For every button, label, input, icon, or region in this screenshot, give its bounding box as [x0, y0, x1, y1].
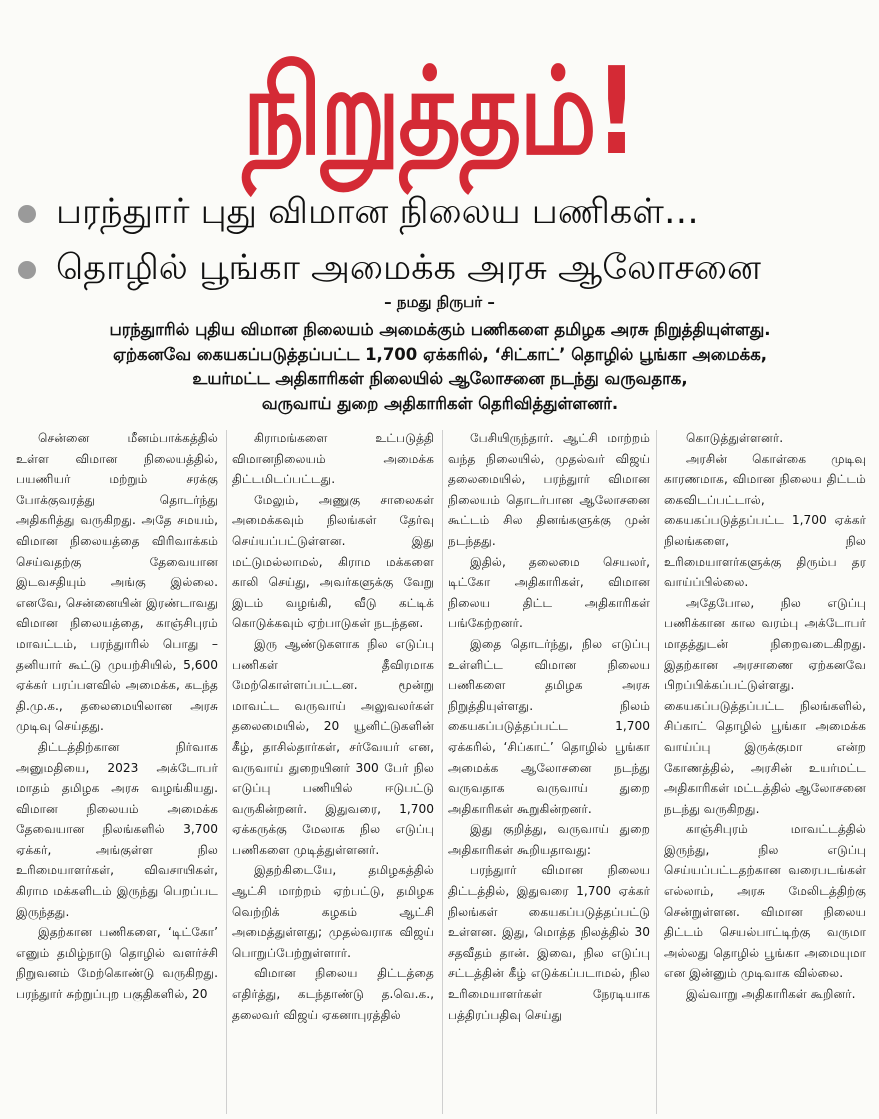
article-body	[16, 428, 866, 1118]
byline: – நமது நிருபர் –	[384, 293, 495, 311]
bullet-text: பரந்துார் புது விமான நிலைய பணிகள்…	[56, 192, 699, 232]
article-column-1	[16, 428, 218, 1118]
bullet-text: தொழில் பூங்கா அமைக்க அரசு ஆலோசனை	[56, 248, 761, 288]
paragraph: இதற்கான பணிகளை, ‘டிட்கோ’ எனும் தமிழ்நாடு தொழில் வளர்ச்சி நிறுவனம் மேற்கொண்டு வருகிறது. பரந்துார் சுற்றுப்புற பகுதிகளில், 20	[16, 925, 218, 1002]
bullet-item	[18, 186, 868, 242]
paragraph: சென்னை மீனம்பாக்கத்தில் உள்ள விமான நிலையத்தில், பயணியர் மற்றும் சரக்கு போக்குவரத்து தொடர்ந்து அதிகரித்து வருகிறது. அதே சமயம், விமான நிலையத்தை விரிவாக்கம் செய்வதற்கு தேவையான இடவசதியும் அங்கு இல்லை. எனவே, சென்னையின் இரண்டாவது விமான நிலையத்தை, காஞ்சிபுரம் மாவட்டம், பரந்துாரில் பொது – தனியார் கூட்டு முயற்சியில், 5,600 ஏக்கர் பரப்பளவில் அமைக்க, கடந்த தி.மு.க., தலைமையிலான அரசு முடிவு செய்தது.	[16, 431, 218, 734]
paragraph: மேலும், அணுகு சாலைகள் அமைக்கவும் நிலங்கள் தேர்வு செய்யப்பட்டுள்ளன. இது மட்டுமல்லாமல், கிராம மக்களை காலி செய்து, அவர்களுக்கு வேறு இடம் வழங்கி, வீடு கட்டிக் கொடுக்கவும் ஏற்பாடுகள் நடந்தன.	[232, 492, 434, 631]
article-column-3	[448, 428, 650, 1118]
bullet-item	[18, 242, 868, 298]
paragraph: இரு ஆண்டுகளாக நில எடுப்பு பணிகள் தீவிரமாக மேற்கொள்ளப்பட்டன. மூன்று மாவட்ட வருவாய் அலுவலர்கள் தலைமையில், 20 யூனிட்டுகளின் கீழ், தாசில்தார்கள், சர்வேயர் என, வருவாய் துறையினர் 300 பேர் நில எடுப்பு பணியில் ஈடுபட்டு வருகின்றனர். இதுவரை, 1,700 ஏக்கருக்கு மேலாக நில எடுப்பு பணிகளை முடித்துள்ளனர்.	[232, 636, 434, 857]
paragraph: இதில், தலைமை செயலர், டிட்கோ அதிகாரிகள், விமான நிலைய திட்ட அதிகாரிகள் பங்கேற்றனர்.	[448, 554, 650, 631]
article-column-4	[664, 428, 866, 1118]
bullet-dot-icon	[18, 261, 36, 279]
summary-line: ஏற்கனவே கையகப்படுத்தப்பட்ட 1,700 ஏக்கரில், ‘சிட்காட்’ தொழில் பூங்கா அமைக்க,	[112, 344, 768, 364]
paragraph: பரந்துார் விமான நிலைய திட்டத்தில், இதுவரை 1,700 ஏக்கர் நிலங்கள் கையகப்படுத்தப்பட்டு உள்ளன. இது, மொத்த நிலத்தில் 30 சதவீதம் தான். இவை, நில எடுப்பு சட்டத்தின் கீழ் எடுக்கப்படாமல், நில உரிமையாளர்கள் நேரடியாக பத்திரப்பதிவு செய்து	[448, 863, 650, 1022]
paragraph: அரசின் கொள்கை முடிவு காரணமாக, விமான நிலைய திட்டம் கைவிடப்பட்டால், கையகப்படுத்தப்பட்ட 1,700 ஏக்கர் நிலங்களை, நில உரிமையாளர்களுக்கு திரும்ப தர வாய்ப்பில்லை.	[664, 451, 866, 590]
paragraph: இதற்கிடையே, தமிழகத்தில் ஆட்சி மாற்றம் ஏற்பட்டு, தமிழக வெற்றிக் கழகம் ஆட்சி அமைத்துள்ளது; முதல்வராக விஜய் பொறுப்பேற்றுள்ளார்.	[232, 863, 434, 960]
paragraph: அதேபோல, நில எடுப்பு பணிக்கான கால வரம்பு அக்டோபர் மாதத்துடன் நிறைவடைகிறது. இதற்கான அரசாணை ஏற்கனவே பிறப்பிக்கப்பட்டுள்ளது. கையகப்படுத்தப்பட்ட நிலங்களில், சிப்காட் தொழில் பூங்கா அமைக்க வாய்ப்பு இருக்குமா என்ற கோணத்தில், அரசின் உயர்மட்ட அதிகாரிகள் மட்டத்தில் ஆலோசனை நடந்து வருகிறது.	[664, 595, 866, 816]
paragraph: கிராமங்களை உட்படுத்தி விமானநிலையம் அமைக்க திட்டமிடப்பட்டது.	[232, 431, 434, 487]
bullet-list	[18, 186, 868, 298]
paragraph: திட்டத்திற்கான நிர்வாக அனுமதியை, 2023 அக்டோபர் மாதம் தமிழக அரசு வழங்கியது. விமான நிலையம் அமைக்க தேவையான நிலங்களில் 3,700 ஏக்கர், அங்குள்ள நில உரிமையாளர்கள், விவசாயிகள், கிராம மக்களிடம் இருந்து பெறப்பட இருந்தது.	[16, 739, 218, 919]
lead-summary	[20, 318, 860, 416]
paragraph: விமான நிலைய திட்டத்தை எதிர்த்து, கடந்தாண்டு த.வெ.க., தலைவர் விஜய் ஏகனாபுரத்தில்	[232, 966, 434, 1022]
headline: நிறுத்தம்!	[242, 41, 637, 182]
bullet-dot-icon	[18, 205, 36, 223]
summary-line: வருவாய் துறை அதிகாரிகள் தெரிவித்துள்ளனர்.	[261, 393, 619, 413]
paragraph: கொடுத்துள்ளனர்.	[686, 431, 784, 445]
summary-line: உயர்மட்ட அதிகாரிகள் நிலையில் ஆலோசனை நடந்து வருவதாக,	[192, 369, 688, 388]
paragraph: காஞ்சிபுரம் மாவட்டத்தில் இருந்து, நில எடுப்பு செய்யப்பட்டதற்கான வரைபடங்கள் எல்லாம், அரசு மேலிடத்திற்கு சென்றுள்ளன. விமான நிலைய திட்டம் செயல்பாட்டிற்கு வருமா அல்லது தொழில் பூங்கா அமையுமா என இன்னும் முடிவாக வில்லை.	[664, 822, 866, 981]
paragraph: இது குறித்து, வருவாய் துறை அதிகாரிகள் கூறியதாவது:	[448, 822, 650, 857]
article-column-2	[232, 428, 434, 1118]
paragraph: பேசியிருந்தார். ஆட்சி மாற்றம் வந்த நிலையில், முதல்வர் விஜய் தலைமையில், பரந்துார் விமான நிலையம் தொடர்பான ஆலோசனை கூட்டம் சில தினங்களுக்கு முன் நடந்தது.	[448, 431, 650, 548]
summary-line: பரந்துாரில் புதிய விமான நிலையம் அமைக்கும் பணிகளை தமிழக அரசு நிறுத்தியுள்ளது.	[109, 320, 771, 339]
paragraph: இவ்வாறு அதிகாரிகள் கூறினர்.	[686, 987, 856, 1002]
paragraph: இதை தொடர்ந்து, நில எடுப்பு உள்ளிட்ட விமான நிலைய பணிகளை தமிழக அரசு நிறுத்தியுள்ளது. நிலம் கையகப்படுத்தப்பட்ட 1,700 ஏக்கரில், ‘சிப்காட்’ தொழில் பூங்கா அமைக்க ஆலோசனை நடந்து வருவதாக வருவாய் துறை அதிகாரிகள் கூறுகின்றனர்.	[448, 636, 650, 816]
